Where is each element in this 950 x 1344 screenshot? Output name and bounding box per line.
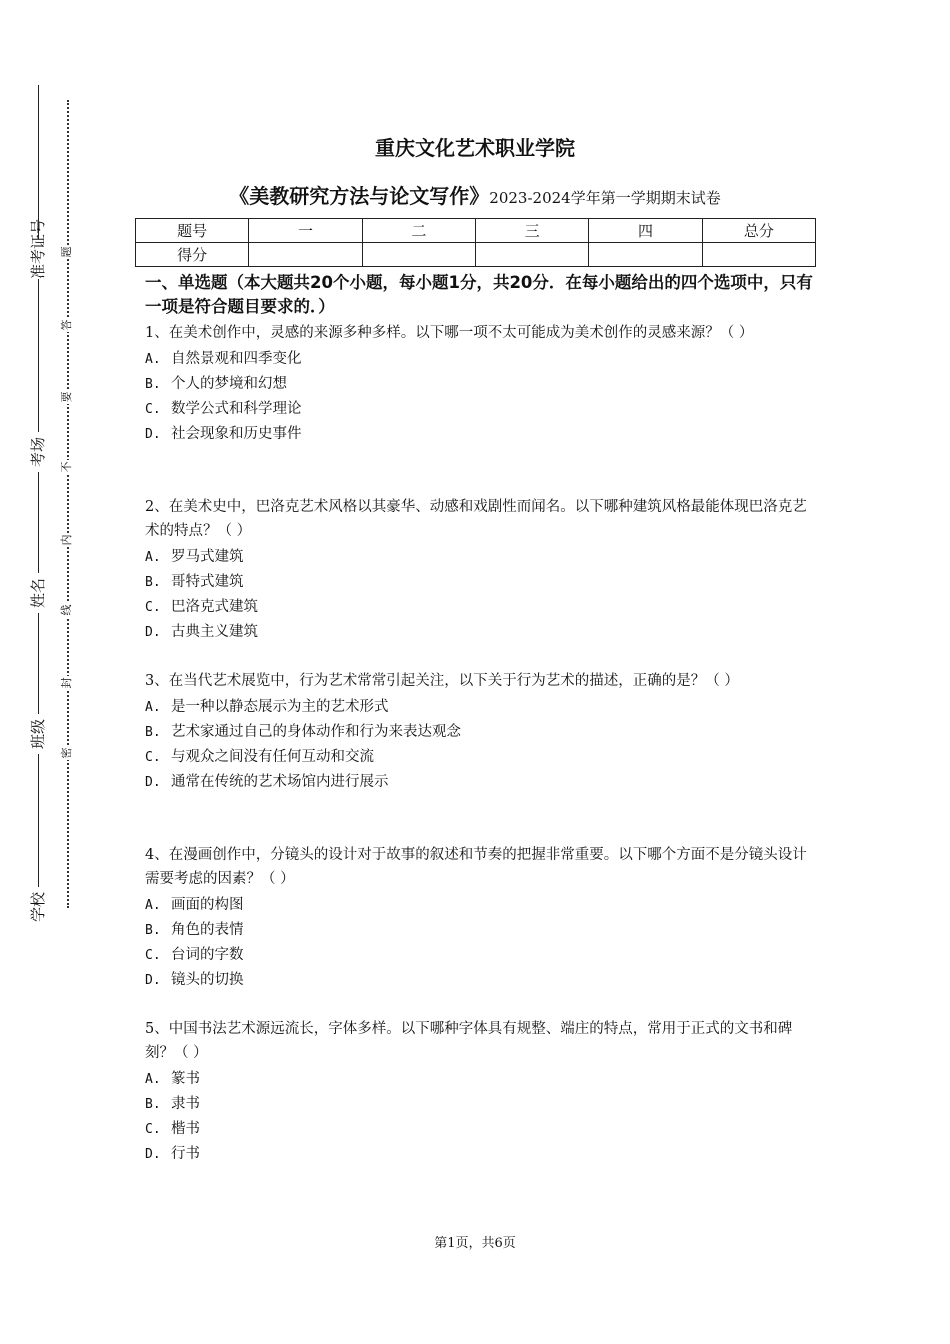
option-text: 台词的字数: [171, 947, 244, 963]
field-label-name: 姓名: [29, 573, 47, 613]
option-text: 罗马式建筑: [171, 549, 244, 565]
option-letter: B.: [145, 923, 161, 938]
option-letter: A.: [145, 898, 161, 913]
option-text: 隶书: [171, 1096, 200, 1112]
question-3: [145, 669, 813, 795]
option-text: 通常在传统的艺术场馆内进行展示: [171, 774, 389, 790]
option-letter: D.: [145, 625, 161, 640]
page-footer: 第1页，共6页: [434, 1236, 516, 1251]
question-option: [145, 918, 813, 943]
option-letter: B.: [145, 377, 161, 392]
score-table-cell: [249, 243, 362, 267]
score-table-score-row: [136, 243, 816, 267]
score-table-cell: 二: [362, 219, 475, 243]
question-option: [145, 422, 813, 447]
seal-char: 题: [60, 246, 73, 258]
score-table-cell: [475, 243, 588, 267]
option-letter: C.: [145, 600, 161, 615]
section-heading: 一、单选题（本大题共20个小题，每小题1分，共20分．在每小题给出的四个选项中，只有一项是符合题目要求的．）: [145, 273, 813, 316]
option-text: 与观众之间没有任何互动和交流: [171, 749, 374, 765]
option-letter: B.: [145, 575, 161, 590]
option-letter: A.: [145, 352, 161, 367]
option-text: 哥特式建筑: [171, 574, 244, 590]
score-table-cell: 四: [589, 219, 702, 243]
option-letter: A.: [145, 1072, 161, 1087]
question-option: [145, 570, 813, 595]
question-1: [145, 321, 813, 447]
option-text: 巴洛克式建筑: [171, 599, 258, 615]
option-text: 社会现象和历史事件: [171, 426, 302, 442]
score-table-cell: 一: [249, 219, 362, 243]
score-table-cell: [589, 243, 702, 267]
option-letter: D.: [145, 1147, 161, 1162]
score-table: [135, 218, 816, 267]
option-letter: D.: [145, 427, 161, 442]
question-option: [145, 1117, 813, 1142]
score-table-cell: 三: [475, 219, 588, 243]
score-table-cell: [362, 243, 475, 267]
option-letter: C.: [145, 402, 161, 417]
option-text: 镜头的切换: [171, 972, 244, 988]
school-title: 重庆文化艺术职业学院: [375, 136, 575, 160]
question-stem: 3、在当代艺术展览中，行为艺术常常引起关注，以下关于行为艺术的描述，正确的是？（ ）: [145, 673, 739, 689]
question-2: [145, 495, 813, 645]
option-letter: B.: [145, 725, 161, 740]
question-option: [145, 893, 813, 918]
option-text: 角色的表情: [171, 922, 244, 938]
question-option: [145, 770, 813, 795]
field-label-class: 班级: [29, 714, 47, 754]
score-table-cell: 总分: [702, 219, 815, 243]
question-4: [145, 843, 813, 993]
question-option: [145, 695, 813, 720]
binding-solid-line: [38, 85, 39, 920]
question-option: [145, 745, 813, 770]
question-option: [145, 968, 813, 993]
question-option: [145, 1092, 813, 1117]
option-letter: A.: [145, 700, 161, 715]
question-stem: 5、中国书法艺术源远流长，字体多样。以下哪种字体具有规整、端庄的特点，常用于正式的文书和碑刻？（ ）: [145, 1021, 793, 1061]
seal-char: 封: [60, 677, 73, 689]
score-table-header-row: [136, 219, 816, 243]
score-table-cell: 得分: [136, 243, 249, 267]
question-option: [145, 1142, 813, 1167]
option-text: 艺术家通过自己的身体动作和行为来表达观念: [171, 724, 461, 740]
question-stem: 4、在漫画创作中，分镜头的设计对于故事的叙述和节奏的把握非常重要。以下哪个方面不是分镜头设计需要考虑的因素？（ ）: [145, 847, 807, 887]
term-title: 2023-2024学年第一学期期末试卷: [489, 189, 721, 207]
binding-dotted-line: [67, 100, 69, 908]
seal-char: 要: [60, 391, 73, 403]
question-option: [145, 620, 813, 645]
question-option: [145, 720, 813, 745]
question-stem: 1、在美术创作中，灵感的来源多种多样。以下哪一项不太可能成为美术创作的灵感来源？（ ）: [145, 325, 754, 341]
exam-subtitle: [0, 180, 950, 209]
question-option: [145, 347, 813, 372]
option-text: 篆书: [171, 1071, 200, 1087]
course-title: 《美教研究方法与论文写作》: [229, 184, 490, 208]
option-letter: D.: [145, 973, 161, 988]
question-option: [145, 595, 813, 620]
option-text: 楷书: [171, 1121, 200, 1137]
field-label-school: 学校: [29, 887, 47, 927]
option-letter: B.: [145, 1097, 161, 1112]
field-label-exam-number: 准考证号: [29, 218, 47, 279]
option-letter: C.: [145, 750, 161, 765]
option-letter: D.: [145, 775, 161, 790]
option-text: 数学公式和科学理论: [171, 401, 302, 417]
seal-char: 答: [60, 319, 73, 331]
field-label-exam-room: 考场: [29, 432, 47, 472]
seal-char: 不: [60, 461, 73, 473]
option-text: 行书: [171, 1146, 200, 1162]
score-table-cell: 题号: [136, 219, 249, 243]
question-option: [145, 397, 813, 422]
question-option: [145, 1067, 813, 1092]
question-option: [145, 372, 813, 397]
seal-char: 密: [60, 747, 73, 759]
seal-char: 线: [60, 604, 73, 616]
question-option: [145, 545, 813, 570]
option-text: 画面的构图: [171, 897, 244, 913]
option-letter: A.: [145, 550, 161, 565]
question-stem: 2、在美术史中，巴洛克艺术风格以其豪华、动感和戏剧性而闻名。以下哪种建筑风格最能体现巴洛克艺术的特点？（ ）: [145, 499, 807, 539]
option-text: 个人的梦境和幻想: [171, 376, 287, 392]
option-text: 是一种以静态展示为主的艺术形式: [171, 699, 389, 715]
option-letter: C.: [145, 1122, 161, 1137]
score-table-cell: [702, 243, 815, 267]
option-text: 古典主义建筑: [171, 624, 258, 640]
option-letter: C.: [145, 948, 161, 963]
question-5: [145, 1017, 813, 1167]
seal-char: 内: [60, 534, 73, 546]
question-option: [145, 943, 813, 968]
option-text: 自然景观和四季变化: [171, 351, 302, 367]
